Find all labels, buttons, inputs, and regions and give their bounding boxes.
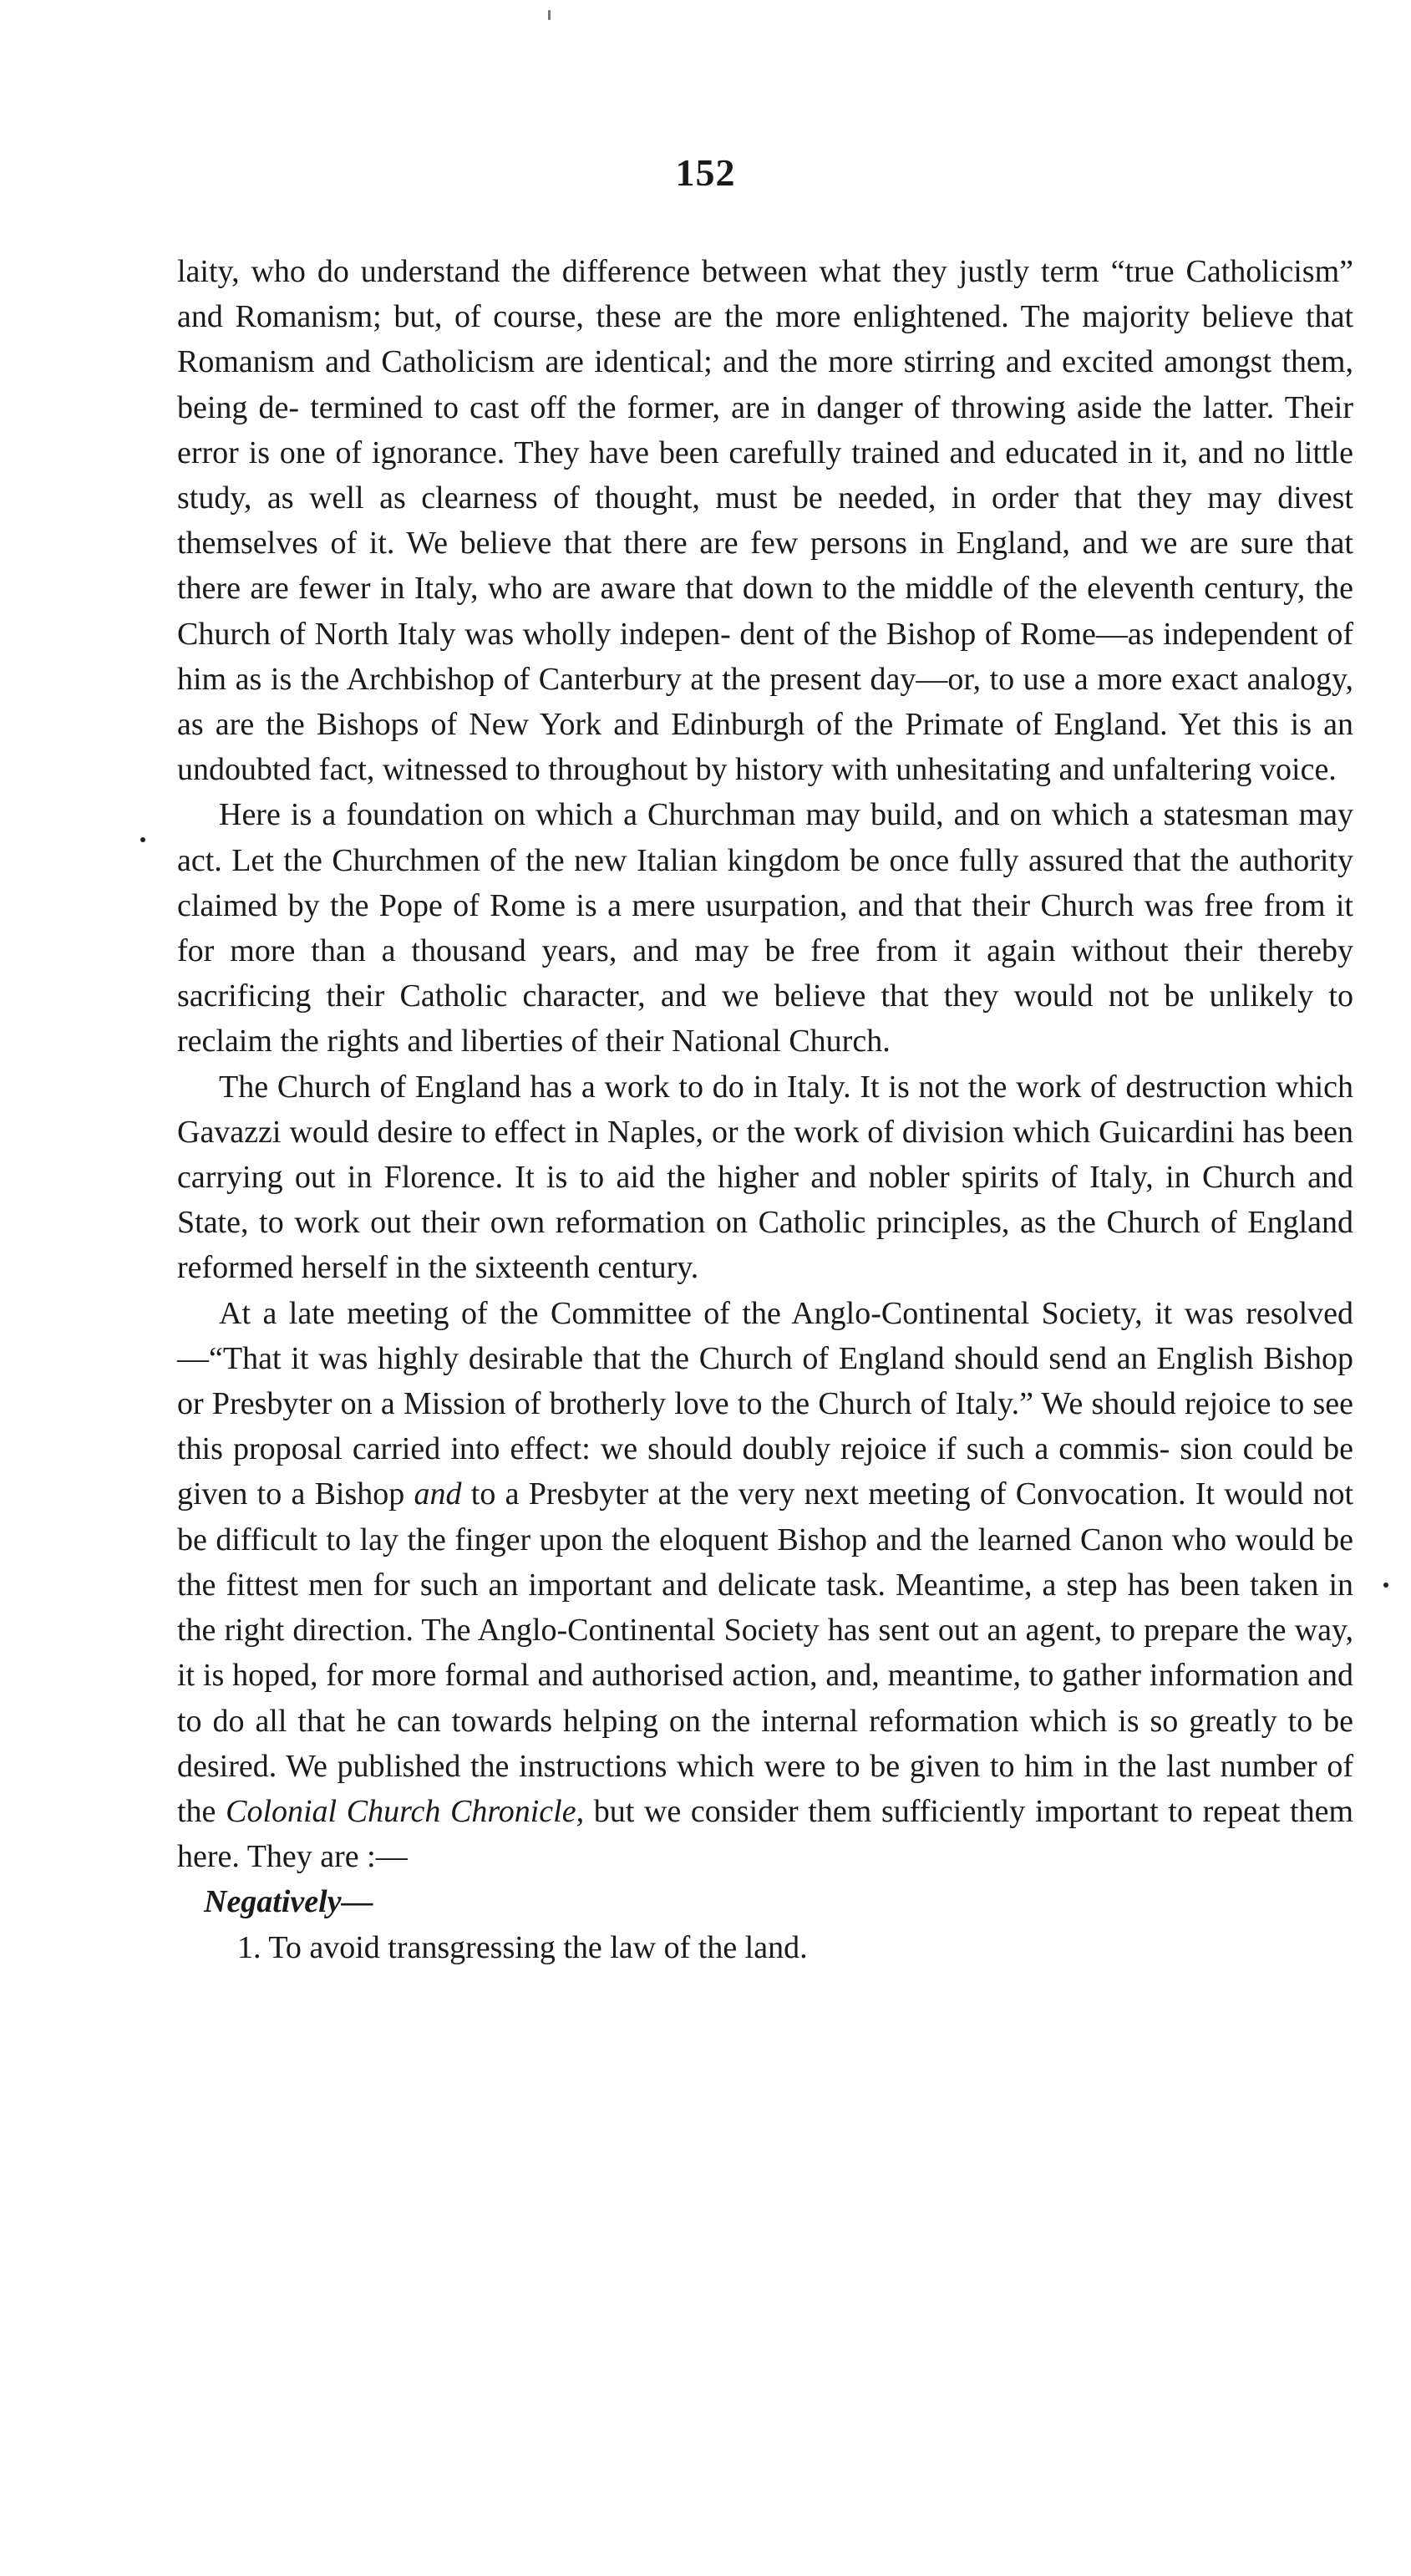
line: and authorised action, and, meantime, to gather information and to do: [177, 1658, 1353, 1739]
line: “true Catholicism” and Romanism; but, of course, these are the more: [177, 254, 1353, 335]
page-number: 152: [675, 151, 736, 194]
line: proposal carried into effect: we should doubly rejoice if such a commis-: [232, 1431, 1170, 1467]
line: of England reformed herself in the sixteenth century.: [177, 1205, 1354, 1286]
line: It is to aid the higher and nobler spirits of Italy, in Church and State,: [177, 1160, 1353, 1241]
line: laity, who do understand the difference between what they justly term: [177, 254, 1099, 289]
line: of Canterbury at the present day—or, to use a more exact analogy, as: [177, 661, 1353, 743]
line: sion could be given to a Bishop: [177, 1431, 1354, 1512]
line: unhesitating and unfaltering voice.: [896, 752, 1337, 788]
line: has sent out an agent, to prepare the way, it is hoped, for more formal: [177, 1613, 1354, 1694]
paragraph-2: [177, 792, 1353, 1064]
line: are the Bishops of New York and Edinburgh of the Primate of England.: [215, 707, 1168, 743]
line: Church.: [789, 1024, 891, 1059]
line: England should send an English Bishop or Presbyter on a Mission of: [177, 1340, 1354, 1422]
line: Yet this is an undoubted fact, witnessed to throughout by history with: [177, 707, 1354, 788]
line: it. We believe that there are few persons in England, and we are sure: [368, 526, 1294, 561]
line: than a thousand years, and may be free from it again without their: [311, 933, 1243, 969]
subheading-negatively: Negatively—: [204, 1884, 373, 1920]
line: given to him in the last number of the: [177, 1748, 1353, 1829]
paragraph-4: [177, 1291, 1353, 1880]
line: would not be unlikely to reclaim the rights and liberties of their National: [177, 978, 1353, 1059]
emphasis-and: and: [414, 1476, 462, 1512]
line: At a late meeting of the Committee of the Anglo-Continental Society,: [219, 1295, 1143, 1331]
publication-title: Colonial Church Chronicle,: [226, 1793, 585, 1829]
line: thereby sacrificing their Catholic character, and we believe that they: [177, 933, 1353, 1014]
line: identical; and the more stirring and excited amongst them, being de-: [177, 344, 1353, 425]
line: work of division which Guicardini has been carrying out in Florence.: [177, 1114, 1354, 1196]
line: greatly to be desired. We published the instructions which were to be: [177, 1703, 1354, 1784]
line: consider them sufficiently important to repeat them here. They are :—: [177, 1793, 1354, 1875]
line: termined to cast off the former, are in danger of throwing aside the: [310, 389, 1192, 425]
list-item: 1. To avoid transgressing the law of the land.: [237, 1929, 808, 1965]
line: enlightened. The majority believe that Romanism and Catholicism are: [177, 299, 1354, 380]
line: a statesman may act. Let the Churchmen of the new Italian kingdom: [177, 797, 1353, 878]
line: Here is a foundation on which a Churchman may build, and on which: [219, 797, 1129, 833]
line: the eleventh century, the Church of North Italy was wholly indepen-: [177, 571, 1353, 652]
body-text: [177, 249, 1353, 1970]
line: brotherly love to the Church of Italy.” We should rejoice to see this: [177, 1386, 1354, 1467]
line: all that he can towards helping on the internal reformation which is so: [255, 1703, 1179, 1739]
line: but we: [593, 1793, 682, 1829]
line: thought, must be needed, in order that they may divest themselves of: [177, 480, 1353, 561]
line: that there are fewer in Italy, who are aware that down to the middle of: [177, 526, 1353, 607]
paragraph-3: [177, 1064, 1353, 1291]
line: latter. Their error is one of ignorance. They have been carefully: [177, 389, 1354, 470]
line: meeting of Convocation. It would not be difficult to lay the finger: [177, 1476, 1353, 1557]
line: The Church of England has a work to do in Italy. It is not the work: [219, 1069, 1082, 1105]
scan-speck: [548, 10, 551, 20]
line: to work out their own reformation on Catholic principles, as the Church: [259, 1205, 1200, 1241]
line: has been taken in the right direction. The Anglo-Continental Society: [177, 1567, 1354, 1649]
margin-dot: [1383, 1583, 1388, 1588]
line: it was resolved—“That it was highly desirable that the Church of: [177, 1295, 1353, 1376]
margin-dot: [140, 837, 145, 842]
line: of destruction which Gavazzi would desire to effect in Naples, or the: [177, 1069, 1353, 1150]
paragraph-1: [177, 249, 1353, 792]
line: dent of the Bishop of Rome—as independent of him as is the Archbishop: [177, 616, 1353, 697]
line: is a mere usurpation, and that their Church was free from it for more: [177, 887, 1353, 969]
line: upon the eloquent Bishop and the learned Canon who would be the: [177, 1522, 1353, 1603]
line: trained and educated in it, and no little study, as well as clearness of: [177, 434, 1354, 516]
line: be once fully assured that the authority claimed by the Pope of Rome: [177, 842, 1354, 923]
line: fittest men for such an important and delicate task. Meantime, a step: [226, 1567, 1118, 1603]
line: to a Presbyter at the very next: [470, 1476, 859, 1512]
